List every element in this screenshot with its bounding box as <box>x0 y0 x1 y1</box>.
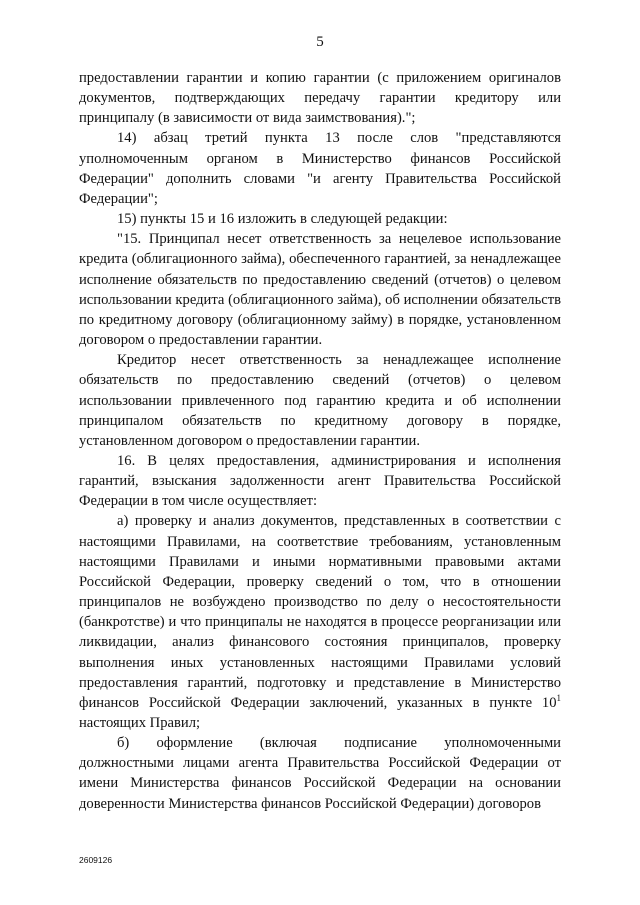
footnote-superscript: 1 <box>556 692 561 703</box>
subitem-a-text: а) проверку и анализ документов, представленных в соответствии с настоящими Правилами, на соответствие требованиям, установленным настоящими Правилами и иными нормативными правовыми актами Российской Федерации, проверку сведений о том, что в отношении принципалов не возбуждено производство по делу о несостоятельности (банкротстве) и что принципалы не находятся в процессе реорганизации или ликвидации, анализ финансового состояния принципалов, проверку выполнения иных установленных настоящими Правилами условий предоставления гарантий, подготовку и представление в Министерство финансов Российской Федерации заключений, указанных в пункте 10 <box>79 513 561 711</box>
paragraph-subitem-b: б) оформление (включая подписание уполномоченными должностными лицами агента Правительства Российской Федерации от имени Министерства финансов Российской Федерации на основании доверенности Министерства финансов Российской Федерации) договоров <box>79 735 561 812</box>
paragraph-guarantee-copy: предоставлении гарантии и копию гарантии (с приложением оригиналов документов, подтверждающих передачу гарантии кредитору или принципалу (в зависимости от вида заимствования)."; <box>79 70 561 127</box>
paragraph-item-15: 15) пункты 15 и 16 изложить в следующей редакции: <box>117 211 448 228</box>
paragraph-clause-16: 16. В целях предоставления, администрирования и исполнения гарантий, взыскания задолженности агент Правительства Российской Федерации в том числе осуществляет: <box>79 452 561 510</box>
paragraph-subitem-a <box>79 511 561 733</box>
document-body <box>79 68 561 814</box>
paragraph-clause-15-principal: "15. Принципал несет ответственность за нецелевое использование кредита (облигационного займа), обеспеченного гарантией, за ненадлежащее исполнение обязательств по предоставлению сведений (отчетов) о целевом использовании кредита (облигационного займа), об исполнении обязательств по кредитному договору (облигационному займу) в порядке, установленном договором о предоставлении гарантии. <box>79 231 561 349</box>
page-number: 5 <box>316 34 324 50</box>
subitem-a-tail: настоящих Правил; <box>79 715 201 731</box>
document-code: 2609126 <box>79 855 113 865</box>
paragraph-item-14: 14) абзац третий пункта 13 после слов "представляются уполномоченным органом в Министерство финансов Российской Федерации" дополнить словами "и агенту Правительства Российской Федерации"; <box>79 130 561 207</box>
paragraph-clause-15-creditor: Кредитор несет ответственность за ненадлежащее исполнение обязательств по предоставлению сведений (отчетов) о целевом использовании привлеченного под гарантию кредита и об исполнении принципалом обязательств по кредитному договору в порядке, установленном договором о предоставлении гарантии. <box>79 352 561 449</box>
